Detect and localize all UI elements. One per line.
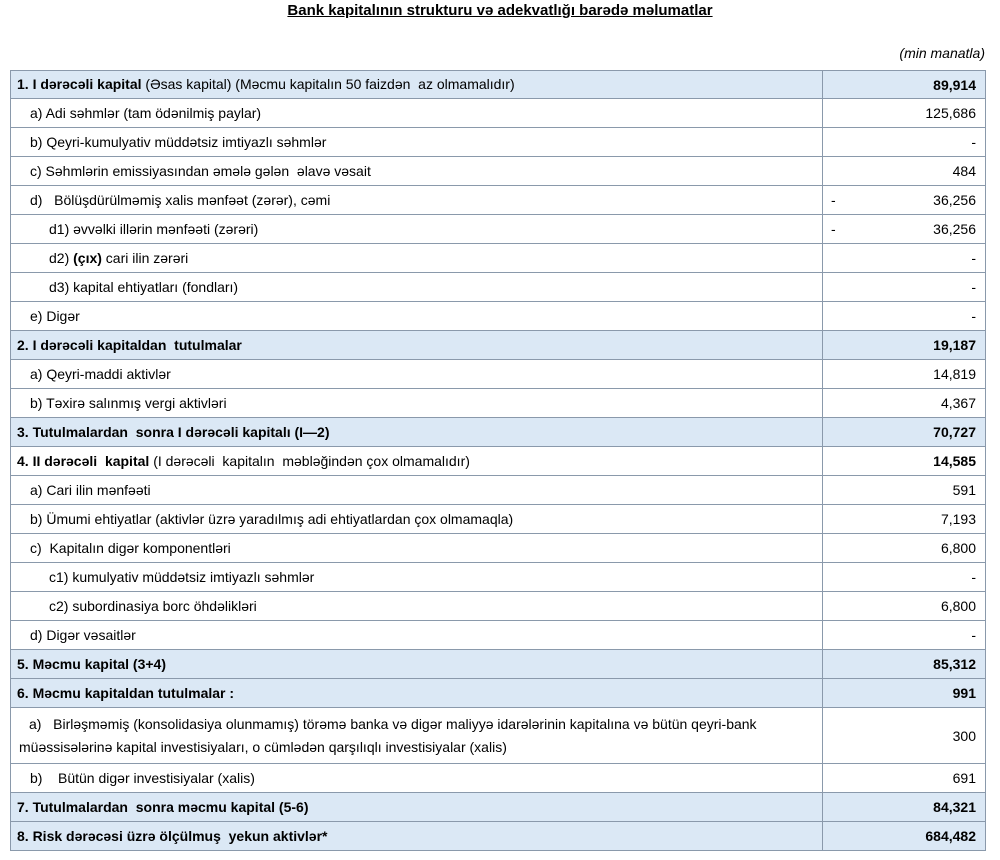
row-value-cell [823,793,986,822]
row-label-segment: a) Cari ilin mənfəəti [30,481,151,498]
row-label [11,563,823,592]
capital-structure-table [10,70,986,851]
row-value: 89,914 [933,76,976,93]
table-row [11,534,986,563]
row-value-cell [823,534,986,563]
row-value-cell [823,592,986,621]
row-label [11,331,823,360]
table-row [11,679,986,708]
row-label-segment: (Əsas kapital) (Məcmu kapitalın 50 faizdən az olmamalıdır) [145,76,515,93]
table-row [11,476,986,505]
table-row [11,650,986,679]
row-label-segment: c2) subordinasiya borc öhdəlikləri [49,597,257,614]
row-value: - [971,134,976,150]
row-label-segment: (çıx) [73,249,102,266]
row-label-segment: d) Digər vəsaitlər [30,626,136,643]
row-value-cell [823,822,986,851]
table-row [11,273,986,302]
row-label-segment: 1. I dərəcəli kapital [17,76,146,93]
row-value-cell [823,708,986,764]
row-label-segment: 8. Risk dərəcəsi üzrə ölçülmuş yekun aktivlər* [17,827,328,844]
row-label [11,360,823,389]
table-row [11,157,986,186]
row-label-segment: b) Təxirə salınmış vergi aktivləri [30,394,227,411]
row-value-cell [823,331,986,360]
row-value: 691 [952,770,976,786]
row-value: - [971,308,976,324]
row-label-segment: 3. Tutulmalardan sonra I dərəcəli kapitalı (I—2) [17,423,330,440]
row-value: 6,800 [940,540,976,556]
row-label-segment: c) Kapitalın digər komponentləri [30,539,231,556]
row-label-segment: e) Digər [30,307,80,324]
row-label-segment: 2. I dərəcəli kapitaldan tutulmalar [17,336,242,353]
row-value-cell [823,505,986,534]
row-label [11,244,823,273]
table-row [11,244,986,273]
row-value: 84,321 [933,799,976,815]
capital-table-body [11,71,986,851]
row-value: 14,819 [933,366,976,382]
row-value: - [971,250,976,266]
row-label-segment: c) Səhmlərin emissiyasından əmələ gələn əlavə vəsait [30,162,371,179]
row-value: - [971,627,976,643]
row-label-segment: 7. Tutulmalardan sonra məcmu kapital (5-6) [17,798,309,815]
row-label-segment: b) Bütün digər investisiyalar (xalis) [30,769,255,786]
row-label [11,447,823,476]
row-value: 991 [952,685,976,701]
row-value-cell [823,302,986,331]
row-label [11,708,823,764]
table-row [11,360,986,389]
table-row [11,708,986,764]
table-row [11,563,986,592]
row-value-cell [823,679,986,708]
row-value-cell [823,389,986,418]
row-value: 591 [952,482,976,498]
table-row [11,99,986,128]
table-row [11,302,986,331]
row-value-cell [823,157,986,186]
row-value-cell [823,244,986,273]
row-label [11,679,823,708]
table-row [11,447,986,476]
row-value-cell [823,360,986,389]
row-label [11,764,823,793]
row-label-segment: (I dərəcəli kapitalın məbləğindən çox olmamalıdır) [153,452,470,469]
row-label [11,621,823,650]
table-row [11,186,986,215]
row-label-segment: 4. II dərəcəli kapital [17,452,154,469]
row-value: 300 [952,727,976,744]
row-label [11,389,823,418]
row-value: 6,800 [940,598,976,614]
row-value-cell [823,128,986,157]
row-value: 4,367 [940,395,976,411]
row-label [11,592,823,621]
negative-sign: - [831,192,836,208]
row-label-segment: 5. Məcmu kapital (3+4) [17,655,167,672]
row-label-segment: a) Adi səhmlər (tam ödənilmiş paylar) [30,104,262,121]
row-label [11,157,823,186]
row-label-segment: 6. Məcmu kapitaldan tutulmalar : [17,684,235,701]
row-label [11,186,823,215]
negative-sign: - [831,221,836,237]
row-value: 7,193 [940,511,976,527]
row-value: 684,482 [925,828,976,844]
row-value-cell [823,621,986,650]
row-value-cell [823,447,986,476]
row-value-cell [823,215,986,244]
row-label [11,302,823,331]
row-label-segment: a) Birləşməmiş (konsolidasiya olunmamış) törəmə banka və digər maliyyə idarələrinin kapitalına və bütün qeyri-bank müəssisələrinə kapital investisiyaları, o cümlədən qarşılıqlı investisiyalar (xalis) [19,716,761,755]
row-label-segment: cari ilin zərəri [101,249,189,266]
row-label-segment: d2) [49,249,74,266]
row-value-cell [823,273,986,302]
row-value: 70,727 [933,424,976,440]
row-value-cell [823,71,986,99]
row-value: - [971,279,976,295]
table-row [11,621,986,650]
row-label-segment: a) Qeyri-maddi aktivlər [30,365,171,382]
row-label [11,215,823,244]
page-title: Bank kapitalının strukturu və adekvatlığı barədə məlumatlar [287,2,713,19]
row-label [11,99,823,128]
row-label [11,476,823,505]
row-label [11,273,823,302]
row-value-cell [823,186,986,215]
row-value: 484 [952,163,976,179]
row-value: 36,256 [933,221,976,237]
table-row [11,764,986,793]
row-label [11,505,823,534]
row-value-cell [823,99,986,128]
table-row [11,389,986,418]
row-value: 19,187 [933,337,976,353]
row-value: 85,312 [933,656,976,672]
row-value: 14,585 [933,453,976,469]
row-label [11,534,823,563]
row-label [11,71,823,99]
table-row [11,215,986,244]
row-label-segment: b) Qeyri-kumulyativ müddətsiz imtiyazlı səhmlər [30,133,327,150]
row-label [11,650,823,679]
table-row [11,71,986,99]
unit-note: (min manatla) [899,45,985,61]
row-label-segment: b) Ümumi ehtiyatlar (aktivlər üzrə yaradılmış adi ehtiyatlardan çox olmamaqla) [30,510,514,527]
row-label [11,128,823,157]
table-row [11,128,986,157]
row-value-cell [823,650,986,679]
row-value: - [971,569,976,585]
row-label [11,793,823,822]
row-value-cell [823,418,986,447]
table-row [11,505,986,534]
table-row [11,331,986,360]
row-value-cell [823,476,986,505]
row-value-cell [823,764,986,793]
row-label [11,418,823,447]
row-label-segment: d) Bölüşdürülməmiş xalis mənfəət (zərər), cəmi [30,191,331,208]
row-label-segment: c1) kumulyativ müddətsiz imtiyazlı səhmlər [49,568,315,585]
row-value-cell [823,563,986,592]
row-value: 36,256 [933,192,976,208]
row-value: 125,686 [925,105,976,121]
table-row [11,592,986,621]
table-row [11,793,986,822]
row-label-segment: d3) kapital ehtiyatları (fondları) [49,278,239,295]
row-label-segment: d1) əvvəlki illərin mənfəəti (zərəri) [49,220,259,237]
row-label [11,822,823,851]
table-row [11,822,986,851]
table-row [11,418,986,447]
